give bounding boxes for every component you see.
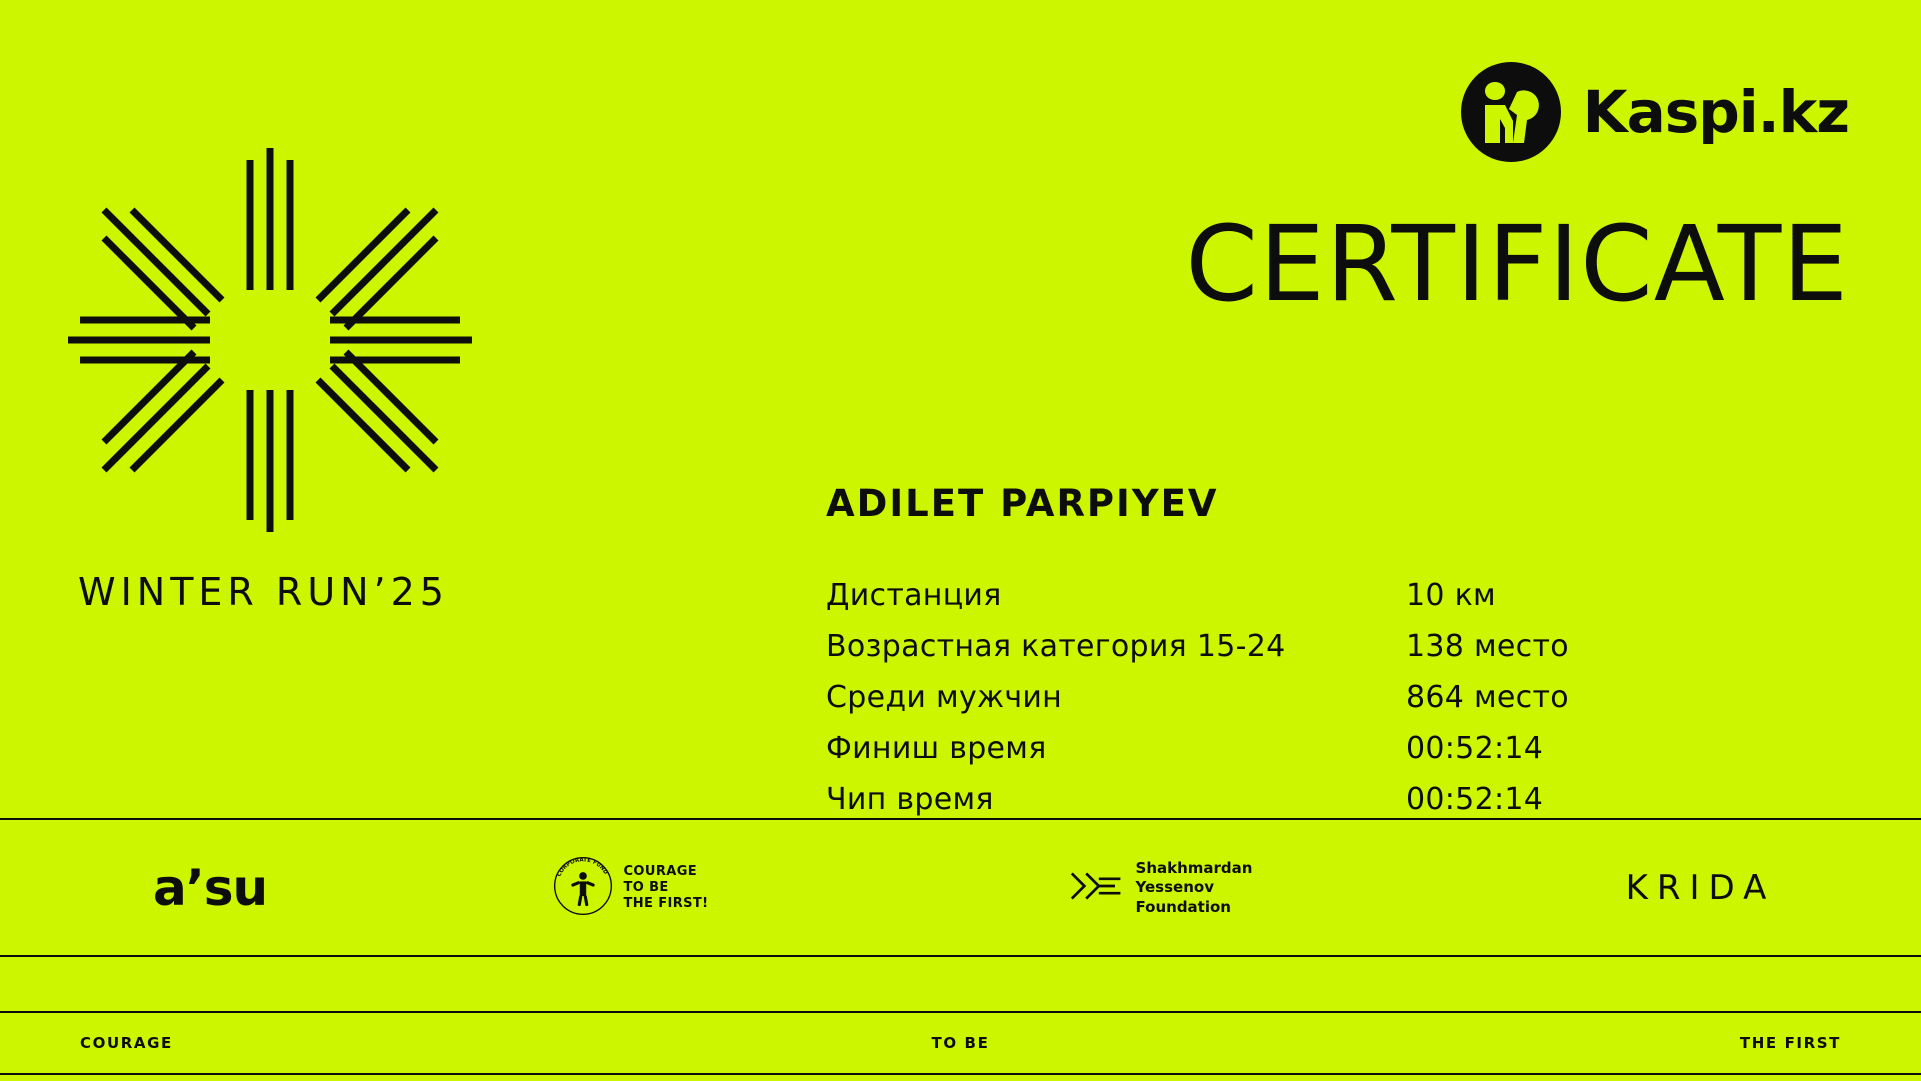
tagline-left: COURAGE: [80, 1034, 173, 1052]
table-row: [826, 731, 1706, 782]
yessenov-line-1: Shakhmardan: [1135, 858, 1253, 877]
table-row: [826, 680, 1706, 731]
courage-line-3: THE FIRST!: [623, 896, 709, 912]
result-label: Финиш время: [826, 731, 1047, 766]
courage-line-2: TO BE: [623, 879, 669, 895]
page-title: CERTIFICATE: [1185, 203, 1849, 325]
yessenov-foundation-text: [1136, 859, 1253, 918]
event-title: WINTER RUN’25: [78, 570, 449, 614]
courage-line-1: COURAGE: [623, 863, 698, 879]
sponsor-courage-fund: [420, 854, 840, 923]
athlete-name: ADILET PARPIYEV: [826, 482, 1219, 525]
result-value: 00:52:14: [1406, 731, 1544, 766]
result-value: 864 место: [1406, 680, 1569, 715]
results-table: [826, 578, 1706, 833]
table-row: [826, 578, 1706, 629]
asu-logo-icon: a’su: [152, 859, 268, 917]
yessenov-line-3: Foundation: [1135, 897, 1231, 916]
courage-fund-text: [623, 864, 708, 913]
svg-text:CORPORATE FUND: CORPORATE FUND: [556, 856, 609, 878]
tagline-middle: TO BE: [931, 1034, 990, 1052]
result-value: 00:52:14: [1406, 782, 1544, 817]
sponsor-row: [0, 824, 1921, 952]
sponsor-asu: [0, 859, 420, 917]
yessenov-monogram-icon: [1068, 868, 1126, 909]
sponsor-yessenov-foundation: [840, 859, 1480, 918]
result-label: Дистанция: [826, 578, 1002, 613]
winter-run-snowflake-icon: [60, 140, 480, 540]
kaspi-logo-text: Kaspi.kz: [1582, 78, 1849, 146]
sponsor-krida: [1480, 868, 1921, 908]
result-label: Возрастная категория 15-24: [826, 629, 1286, 664]
divider: [0, 818, 1921, 820]
divider: [0, 1011, 1921, 1013]
kaspi-logo: [1461, 62, 1849, 162]
courage-figure-icon: [551, 854, 615, 923]
krida-logo-icon: KRIDA: [1625, 868, 1776, 908]
tagline-right: THE FIRST: [1739, 1034, 1841, 1052]
result-label: Чип время: [826, 782, 994, 817]
footer-tagline: [0, 1015, 1921, 1071]
result-value: 10 км: [1406, 578, 1496, 613]
yessenov-line-2: Yessenov: [1135, 878, 1214, 897]
divider: [0, 955, 1921, 957]
kaspi-person-icon: [1461, 62, 1561, 162]
result-label: Среди мужчин: [826, 680, 1063, 715]
result-value: 138 место: [1406, 629, 1569, 664]
divider: [0, 1073, 1921, 1075]
table-row: [826, 629, 1706, 680]
